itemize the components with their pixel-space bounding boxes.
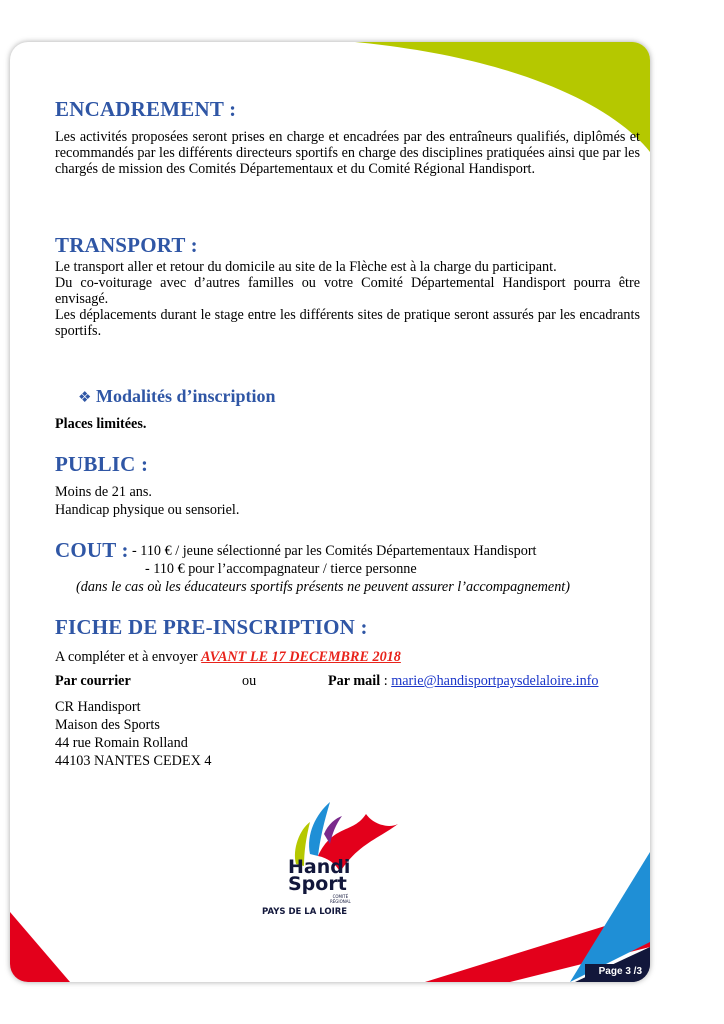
- email-link[interactable]: marie@handisportpaysdelaloire.info: [391, 673, 599, 689]
- diamond-bullet-icon: ❖: [78, 388, 92, 406]
- document-page: [10, 42, 650, 982]
- public-line-1: Moins de 21 ans.: [55, 484, 152, 500]
- cout-line-2: - 110 € pour l’accompagnateur / tierce personne: [145, 561, 417, 577]
- public-heading: PUBLIC :: [55, 452, 149, 476]
- logo-regional: RÉGIONAL: [330, 899, 351, 904]
- address-block: [55, 698, 211, 770]
- address-line: 44103 NANTES CEDEX 4: [55, 753, 212, 769]
- encadrement-heading: ENCADREMENT :: [55, 97, 237, 121]
- address-line: Maison des Sports: [55, 717, 160, 733]
- places-limitees: Places limitées.: [55, 416, 147, 432]
- public-line-2: Handicap physique ou sensoriel.: [55, 502, 240, 518]
- page-number: Page 3 /3: [598, 966, 642, 977]
- ou-label: ou: [242, 673, 257, 689]
- cout-heading: COUT :: [55, 538, 129, 562]
- address-line: 44 rue Romain Rolland: [55, 735, 188, 751]
- fiche-deadline: AVANT LE 17 DECEMBRE 2018: [201, 649, 401, 665]
- logo-region: PAYS DE LA LOIRE: [262, 907, 348, 917]
- modalites-heading: Modalités d’inscription: [95, 386, 276, 406]
- handisport-logo: [248, 794, 408, 934]
- par-mail-row: [328, 672, 599, 690]
- modalites-heading-row: [78, 386, 275, 407]
- logo-comite: COMITÉ: [332, 894, 349, 899]
- cout-note: (dans le cas où les éducateurs sportifs présents ne peuvent assurer l’accompagnement): [76, 579, 570, 595]
- transport-line-3: Les déplacements durant le stage entre les différents sites de pratique seront assurés par les encadrants sportifs.: [55, 307, 640, 339]
- fiche-intro: A compléter et à envoyer: [55, 649, 202, 665]
- transport-text: [55, 259, 640, 339]
- logo-sport: Sport: [288, 873, 347, 895]
- par-mail-separator: :: [380, 673, 392, 689]
- transport-line-1: Le transport aller et retour du domicile au site de la Flèche est à la charge du participant.: [55, 259, 557, 275]
- par-courrier-label: Par courrier: [55, 673, 131, 689]
- address-line: CR Handisport: [55, 699, 141, 715]
- transport-line-2: Du co-voiturage avec d’autres familles ou votre Comité Départemental Handisport pourra être envisagé.: [55, 275, 640, 307]
- fiche-intro-row: [55, 648, 401, 666]
- logo-handi: Handi: [288, 856, 351, 878]
- bottom-left-red-triangle: [10, 912, 70, 982]
- fiche-heading: FICHE DE PRE-INSCRIPTION :: [55, 615, 368, 639]
- cout-line-1: - 110 € / jeune sélectionné par les Comités Départementaux Handisport: [132, 543, 537, 559]
- encadrement-text: Les activités proposées seront prises en charge et encadrées par des entraîneurs qualifiés, diplômés et recommandés par les différents directeurs sportifs en charge des disciplines pratiquées ainsi que par les chargés de mission des Comités Départementaux et du Comité Régional Handisport.: [55, 129, 640, 177]
- transport-heading: TRANSPORT :: [55, 233, 198, 257]
- par-mail-label: Par mail: [328, 673, 381, 689]
